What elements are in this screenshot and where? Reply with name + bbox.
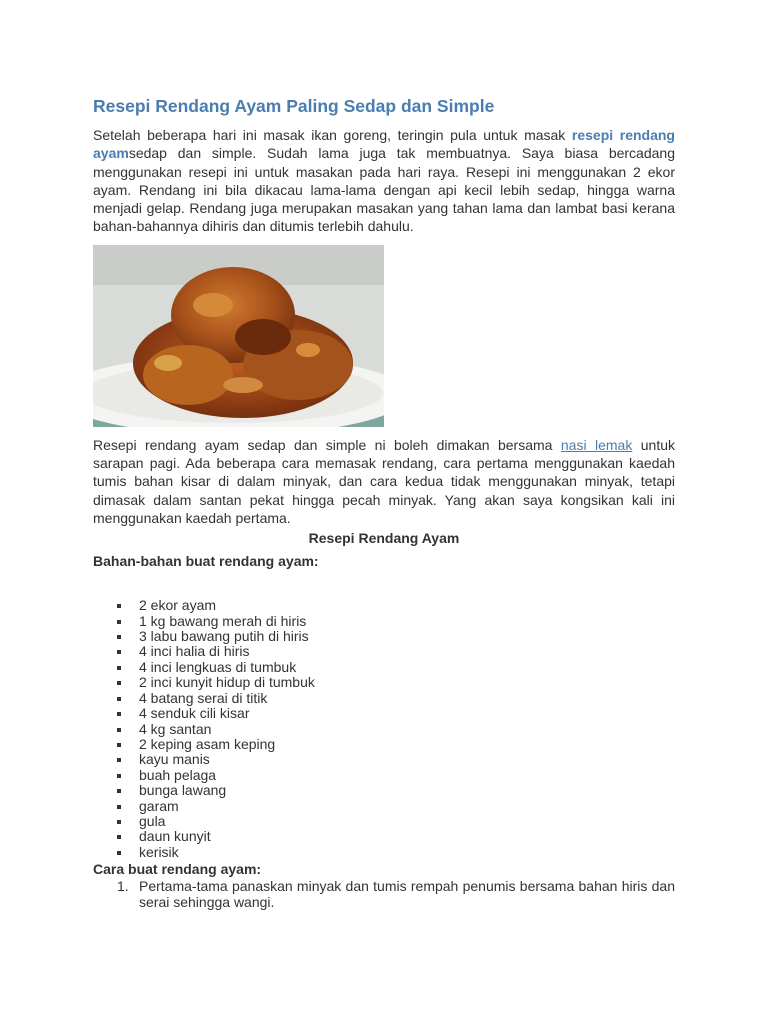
- ingredient-text: 4 senduk cili kisar: [139, 705, 250, 722]
- ingredient-text: 1 kg bawang merah di hiris: [139, 612, 307, 629]
- ingredients-heading: Bahan-bahan buat rendang ayam:: [93, 553, 319, 570]
- ingredient-text: kerisik: [139, 843, 179, 860]
- ingredient-text: 4 batang serai di titik: [139, 689, 268, 706]
- bullet-icon: [117, 604, 121, 608]
- ingredient-item: [93, 629, 675, 644]
- ingredient-item: [93, 598, 675, 613]
- ingredient-text: buah pelaga: [139, 766, 217, 783]
- recipe-title: Resepi Rendang Ayam: [308, 530, 460, 547]
- bullet-icon: [117, 789, 121, 793]
- steps-heading: Cara buat rendang ayam:: [93, 861, 262, 878]
- ingredient-item: [93, 829, 675, 844]
- bullet-icon: [117, 743, 121, 747]
- ingredient-item: [93, 814, 675, 829]
- step-number: 1.: [117, 878, 129, 895]
- serving-text-rest: untuk sarapan pagi. Ada beberapa cara memasak rendang, cara pertama menggunakan kaedah tumis bahan kisar di dalam minyak, dan cara kedua tidak menggunakan minyak, tetapi dimasak dalam santan pekat hingga pecah minyak. Yang akan saya kongsikan kali ini menggunakan kaedah pertama.: [93, 436, 675, 526]
- rendang-ayam-photo: [93, 245, 384, 427]
- bullet-icon: [117, 820, 121, 824]
- steps-list: [93, 878, 675, 910]
- ingredient-text: 4 inci halia di hiris: [139, 643, 250, 660]
- ingredient-item: [93, 644, 675, 659]
- bullet-icon: [117, 666, 121, 670]
- bullet-icon: [117, 774, 121, 778]
- bullet-icon: [117, 851, 121, 855]
- bullet-icon: [117, 650, 121, 654]
- serving-text-start: Resepi rendang ayam sedap dan simple ni boleh dimakan bersama: [93, 436, 561, 453]
- ingredient-item: [93, 614, 675, 629]
- bullet-icon: [117, 835, 121, 839]
- intro-paragraph: [93, 126, 675, 236]
- serving-paragraph: [93, 436, 675, 527]
- ingredient-item: [93, 722, 675, 737]
- ingredients-list: [93, 598, 675, 860]
- ingredient-item: [93, 845, 675, 860]
- bullet-icon: [117, 635, 121, 639]
- article: [93, 94, 675, 910]
- intro-text-start: Setelah beberapa hari ini masak ikan goreng, teringin pula untuk masak: [93, 127, 572, 143]
- ingredient-item: [93, 752, 675, 767]
- ingredient-item: [93, 768, 675, 783]
- ingredient-item: [93, 783, 675, 798]
- ingredient-text: 2 inci kunyit hidup di tumbuk: [139, 674, 315, 691]
- ingredient-text: garam: [139, 797, 179, 814]
- step-item: [93, 878, 675, 910]
- bullet-icon: [117, 697, 121, 701]
- bullet-icon: [117, 805, 121, 809]
- ingredient-item: [93, 691, 675, 706]
- ingredient-text: 2 keping asam keping: [139, 735, 276, 752]
- ingredient-item: [93, 675, 675, 690]
- ingredient-text: 4 kg santan: [139, 720, 212, 737]
- resepi-rendang-ayam-link[interactable]: resepi rendang ayam: [93, 127, 675, 162]
- bullet-icon: [117, 681, 121, 685]
- ingredient-text: daun kunyit: [139, 828, 211, 845]
- ingredient-text: 2 ekor ayam: [139, 597, 217, 614]
- ingredient-item: [93, 660, 675, 675]
- ingredient-text: gula: [139, 812, 166, 829]
- ingredient-text: 4 inci lengkuas di tumbuk: [139, 658, 297, 675]
- ingredient-item: [93, 706, 675, 721]
- page-title: Resepi Rendang Ayam Paling Sedap dan Simple: [93, 96, 495, 116]
- intro-text-rest: sedap dan simple. Sudah lama juga tak membuatnya. Saya biasa bercadang menggunakan resepi ini untuk masakan pada hari raya. Resepi ini menggunakan 2 ekor ayam. Rendang ini bila dikacau lama-lama dengan api kecil lebih sedap, hingga warna menjadi gelap. Rendang juga merupakan masakan yang tahan lama dan lambat basi kerana bahan-bahannya dihiris dan ditumis terlebih dahulu.: [93, 145, 675, 235]
- bullet-icon: [117, 728, 121, 732]
- ingredient-item: [93, 737, 675, 752]
- ingredient-text: 3 labu bawang putih di hiris: [139, 628, 309, 645]
- ingredient-text: kayu manis: [139, 751, 210, 768]
- step-text: Pertama-tama panaskan minyak dan tumis rempah penumis bersama bahan hiris dan serai sehingga wangi.: [139, 878, 675, 911]
- bullet-icon: [117, 712, 121, 716]
- nasi-lemak-link[interactable]: nasi lemak: [560, 436, 633, 453]
- ingredient-text: bunga lawang: [139, 782, 227, 799]
- bullet-icon: [117, 758, 121, 762]
- ingredient-item: [93, 799, 675, 814]
- bullet-icon: [117, 620, 121, 624]
